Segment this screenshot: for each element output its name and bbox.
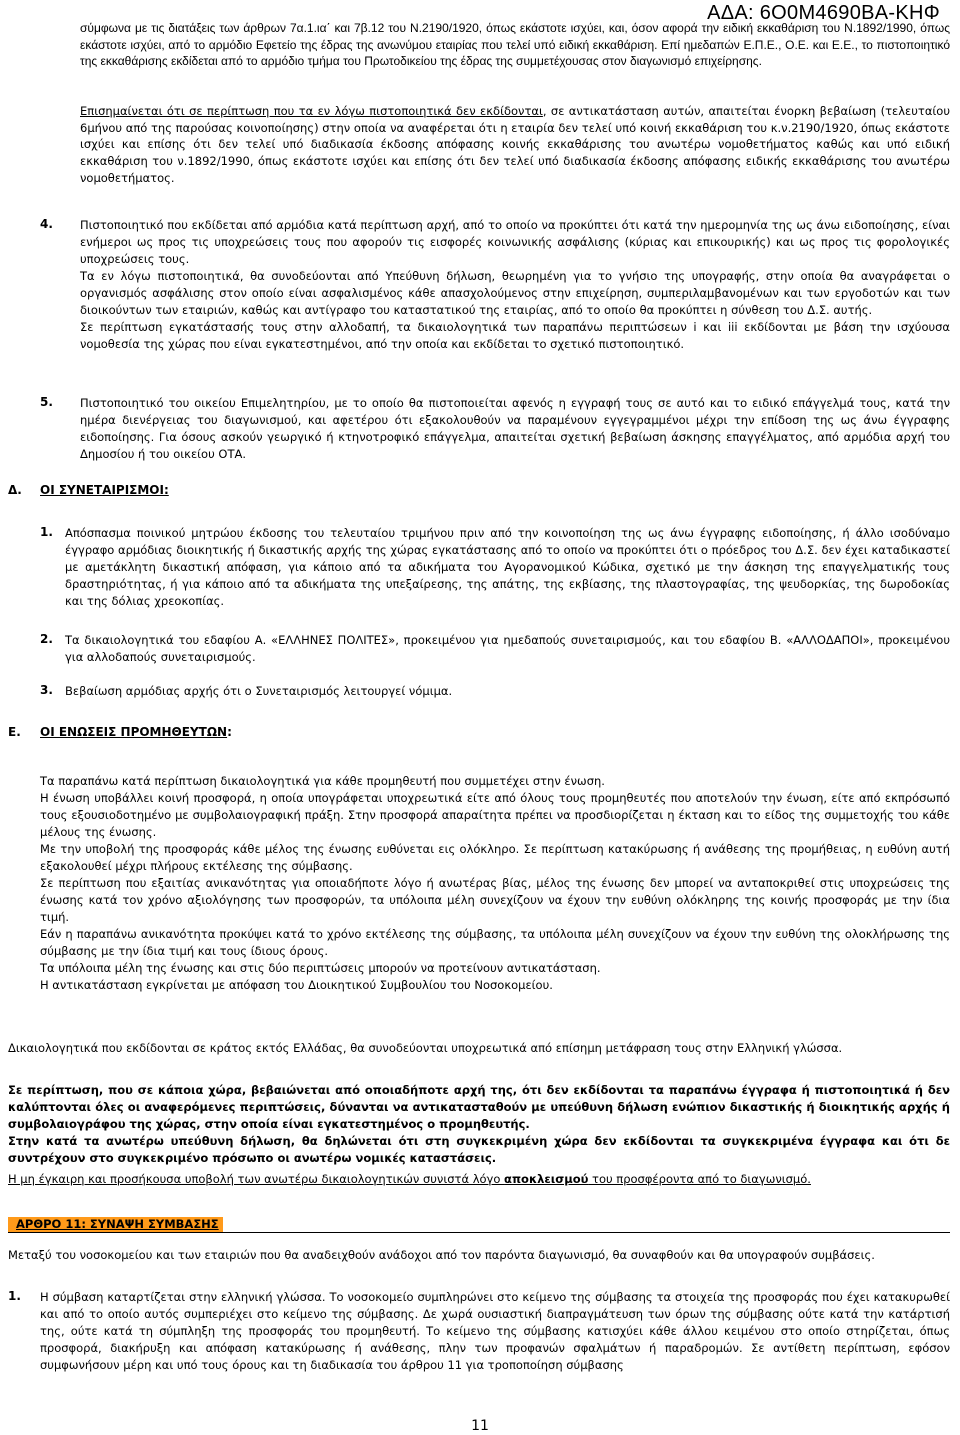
exclusion-bold: αποκλεισμού [504, 1172, 589, 1186]
item4-paragraph-1: Πιστοποιητικό που εκδίδεται από αρμόδια κατά περίπτωση αρχή, από το οποίο να προκύπτει ότι κατά την ημερομηνία της ως άνω ειδοποίησης, είναι ενήμεροι ως προς τις υποχρεώσεις τους που αφορούν τις εισφορές κοινωνικής ασφάλισης (κύριας και επικουρικής) και ως προς τις φορολογικές υποχρεώσεις τους. [80, 218, 950, 266]
article-item1-number: 1. [8, 1289, 21, 1303]
section-e-line: Η ένωση υποβάλλει κοινή προσφορά, η οποία υπογράφεται υποχρεωτικά είτε από όλους τους προμηθευτές που αποτελούν την ένωση, είτε από εκπρόσωπό τους εξουσιοδοτημένο με συμβολαιογραφική πράξη. Στην προσφορά απαραίτητα πρέπει να προσδιορίζεται η έκταση και το είδος της συμμετοχής του κάθε μέλους της ένωσης. [40, 791, 950, 839]
item4-number: 4. [40, 217, 53, 231]
page-number: 11 [471, 1418, 489, 1434]
item5-number: 5. [40, 395, 53, 409]
article-title: ΑΡΘΡΟ 11: ΣΥΝΑΨΗ ΣΥΜΒΑΣΗΣ [8, 1217, 223, 1232]
section-d-item3-block [65, 683, 950, 700]
section-e-title: ΟΙ ΕΝΩΣΕΙΣ ΠΡΟΜΗΘΕΥΤΩΝ [40, 725, 228, 739]
section-e-line: Τα παραπάνω κατά περίπτωση δικαιολογητικά για κάθε προμηθευτή που συμμετέχει στην ένωση. [40, 774, 605, 788]
item5-block [80, 395, 950, 463]
foreign-documents-note: Δικαιολογητικά που εκδίδονται σε κράτος εκτός Ελλάδας, θα συνοδεύονται υποχρεωτικά από επίσημη μετάφραση τους στην Ελληνική γλώσσα. [8, 1041, 843, 1055]
section-d-item3-number: 3. [40, 683, 53, 697]
bold-notice-2: Στην κατά τα ανωτέρω υπεύθυνη δήλωση, θα δηλώνεται ότι στη συγκεκριμένη χώρα δεν εκδίδονται τα συγκεκριμένα έγγραφα και ότι δε συντρέχουν στο συγκεκριμένο πρόσωπο οι ανωτέρω νομικές καταστάσεις. [8, 1134, 950, 1165]
intro-notice-underlined: Επισημαίνεται ότι σε περίπτωση που τα εν λόγω πιστοποιητικά δεν εκδίδονται [80, 104, 543, 118]
document-code: ΑΔΑ: 6Ο0Μ4690ΒΑ-ΚΗΦ [707, 2, 940, 24]
intro-notice-block [80, 103, 950, 187]
section-e-letter: Ε. [8, 725, 21, 739]
article-intro-block [8, 1247, 950, 1264]
section-d-letter: Δ. [8, 483, 22, 497]
section-e-title-suffix: : [227, 725, 232, 739]
bold-notice-block [8, 1082, 950, 1167]
foreign-documents-block [8, 1040, 950, 1057]
section-e-line: Η αντικατάσταση εγκρίνεται με απόφαση του Διοικητικού Συμβουλίου του Νοσοκομείου. [40, 978, 553, 992]
section-d-item3: Βεβαίωση αρμόδιας αρχής ότι ο Συνεταιρισμός λειτουργεί νόμιμα. [65, 684, 453, 698]
article-item1-block [40, 1289, 950, 1407]
section-e-heading [40, 725, 232, 739]
bold-notice-1: Σε περίπτωση, που σε κάποια χώρα, βεβαιώνεται από οποιαδήποτε αρχή της, ότι δεν εκδίδονται τα παραπάνω έγγραφα ή πιστοποιητικά ή δεν καλύπτονται όλες οι αναφερόμενες περιπτώσεις, δύνανται να αντικατασταθούν με υπεύθυνη δήλωση ενώπιον δικαστικής ή διοικητικής αρχής ή συμβολαιογράφου της χώρας, στην οποία είναι εγκατεστημένος ο προμηθευτής. [8, 1083, 950, 1131]
section-e-block [40, 773, 950, 994]
exclusion-pre: Η μη έγκαιρη και προσήκουσα υποβολή των ανωτέρω δικαιολογητικών συνιστά λόγο [8, 1172, 505, 1186]
item4-paragraph-2: Τα εν λόγω πιστοποιητικά, θα συνοδεύονται από Υπεύθυνη δήλωση, θεωρημένη για το γνήσιο της υπογραφής, στην οποία θα αναγράφεται ο οργανισμός ασφάλισης στον οποίο είναι ασφαλισμένος κάθε απασχολούμενος στην επιχείρηση, συμπεριλαμβανομένων και των εργοδοτών και των διοικούντων των εταιριών, καθώς και αντίγραφο του καταστατικού της εταιρίας, από το οποίο θα προκύπτει η σύνθεση του Δ.Σ. αυτής. [80, 269, 950, 317]
article-heading-bar [8, 1217, 950, 1233]
exclusion-note [8, 1171, 950, 1188]
intro-block [80, 20, 950, 70]
section-e-line: Σε περίπτωση που εξαιτίας ανικανότητας για οποιαδήποτε λόγο ή ανωτέρας βίας, μέλος της ένωσης δεν μπορεί να ανταποκριθεί στις υποχρεώσεις της ένωσης κατά τον χρόνο αξιολόγησης των προσφορών, τα υπόλοιπα μέλη συνεχίζουν να έχουν την ευθύνη ολόκληρης της κοινής προσφοράς με την ίδια τιμή. [40, 876, 950, 924]
section-d-item1-block [65, 525, 950, 610]
exclusion-post: του προσφέροντα από το διαγωνισμό. [588, 1172, 811, 1186]
section-d-item1: Απόσπασμα ποινικού μητρώου έκδοσης του τελευταίου τριμήνου πριν από την κοινοποίηση της ως άνω έγγραφης ειδοποίησης, ή άλλο ισοδύναμο έγγραφο αρμόδιας διοικητικής ή δικαστικής αρχής της χώρας εγκατάστασης από το οποίο να προκύπτει ότι ο πρόεδρος του Δ.Σ. δεν έχει καταδικαστεί με αμετάκλητη δικαστική απόφαση, για κάποιο από τα αδικήματα του Αγορανομικού Κώδικα, σχετικό με την άσκηση της επαγγελματικής τους δραστηριότητας, ή για κάποιο από τα αδικήματα της υπεξαίρεσης, της απάτης, της εκβίασης, της πλαστογραφίας, της ψευδορκίας, της δωροδοκίας και της δόλιας χρεοκοπίας. [65, 526, 950, 608]
section-d-item2-block [65, 632, 950, 666]
intro-notice [80, 103, 950, 187]
section-d-item2: Τα δικαιολογητικά του εδαφίου Α. «ΕΛΛΗΝΕΣ ΠΟΛΙΤΕΣ», προκειμένου για ημεδαπούς συνεταιρισμούς, και του εδαφίου Β. «ΑΛΛΟΔΑΠΟΙ», προκειμένου για αλλοδαπούς συνεταιρισμούς. [65, 633, 950, 664]
item4-paragraph-3: Σε περίπτωση εγκατάστασής τους στην αλλοδαπή, τα δικαιολογητικά των παραπάνω περιπτώσεων i και iii εκδίδονται με βάση την ισχύουσα νομοθεσία της χώρας που είναι εγκατεστημένοι, από την οποία και εκδίδεται το σχετικό πιστοποιητικό. [80, 320, 950, 351]
section-e-line: Τα υπόλοιπα μέλη της ένωσης και στις δύο περιπτώσεις μπορούν να προτείνουν αντικατάσταση. [40, 961, 601, 975]
section-e-line: Με την υποβολή της προσφοράς κάθε μέλος της ένωσης ευθύνεται εις ολόκληρο. Σε περίπτωση κατακύρωσης ή ανάθεσης της προμήθειας, η ευθύνη αυτή εξακολουθεί μέχρι πλήρους εκτέλεσης της σύμβασης. [40, 842, 950, 873]
article-intro: Μεταξύ του νοσοκομείου και των εταιριών που θα αναδειχθούν ανάδοχοι από τον παρόντα διαγωνισμό, θα συναφθούν και θα υπογραφούν συμβάσεις. [8, 1248, 875, 1262]
section-e-line: Εάν η παραπάνω ανικανότητα προκύψει κατά το χρόνο εκτέλεσης της σύμβασης, τα υπόλοιπα μέλη συνεχίζουν να έχουν την ευθύνη της ολοκλήρωσης της σύμβασης με την ίδια τιμή και τους ίδιους όρους. [40, 927, 950, 958]
intro-notice-rest: , σε αντικατάσταση αυτών, απαιτείται ένορκη βεβαίωση (τελευταίου 6μήνου από της παρούσας κοινοποίησης) στην οποία να αναφέρεται ότι η εταιρία δεν τελεί υπό κοινή εκκαθάριση του κ.ν.2190/1920, όπως εκάστοτε ισχύει και επίσης ότι δεν τελεί υπό διαδικασία έκδοσης απόφασης κοινής εκκαθάρισης του ανωτέρω νομοθετήματος καθώς και υπό ειδική εκκαθάριση του ν.1892/1990, όπως εκάστοτε ισχύει και επίσης ότι δεν τελεί υπό διαδικασία έκδοσης απόφασης ειδικής εκκαθάρισης του ανωτέρω νομοθετήματος. [80, 104, 950, 185]
item5-paragraph: Πιστοποιητικό του οικείου Επιμελητηρίου, με το οποίο θα πιστοποιείται αφενός η εγγραφή τους σε αυτό και το ειδικό επάγγελμά τους, κατά την ημέρα διενέργειας του διαγωνισμού, και αφετέρου ότι εξακολουθούν να παραμένουν εγγεγραμμένοι μέχρι την επίδοση της ως άνω έγγραφης ειδοποίησης. Για όσους ασκούν γεωργικό ή κτηνοτροφικό επάγγελμα, απαιτείται σχετική βεβαίωση άσκησης επαγγέλματος, από αρμόδια αρχή του Δημοσίου ή του οικείου ΟΤΑ. [80, 396, 950, 461]
section-d-item1-number: 1. [40, 525, 53, 539]
exclusion-block [8, 1171, 950, 1188]
item4-block [80, 217, 950, 353]
section-d-item2-number: 2. [40, 632, 53, 646]
section-d-title: ΟΙ ΣΥΝΕΤΑΙΡΙΣΜΟΙ: [40, 483, 169, 497]
intro-paragraph: σύμφωνα με τις διατάξεις των άρθρων 7α.1.ια΄ και 7β.12 του Ν.2190/1920, όπως εκάστοτε ισχύει, και, όσον αφορά την ειδική εκκαθάριση του Ν.1892/1990, όπως εκάστοτε ισχύει, από το αρμόδιο Εφετείο της έδρας της ανωνύμου εταιρίας που τελεί υπό ειδική εκκαθάριση. Επί ημεδαπών Ε.Π.Ε., Ο.Ε. και Ε.Ε., το πιστοποιητικό της εκκαθάρισης εκδίδεται από το αρμόδιο τμήμα του Πρωτοδικείου της έδρας της συμμετέχουσας στον διαγωνισμό επιχείρησης. [80, 21, 950, 69]
article-item1: Η σύμβαση καταρτίζεται στην ελληνική γλώσσα. Το νοσοκομείο συμπληρώνει στο κείμενο της σύμβασης τα στοιχεία της προσφοράς που έχει κατακυρωθεί και από το οποίο αυτός συμπεριέχει στο κείμενο της σύμβασης. Δε χωρά ουσιαστική διαπραγμάτευση των όρων της σύμβασης ούτε κατά την κατάρτισή της, ούτε κατά τη σύμπληξη της προσφοράς του προμηθευτή. Το κείμενο της σύμβασης κατισχύει κάθε άλλου κειμένου στο οποίο στηρίζεται, όπως προσφορά, διακήρυξη και απόφαση κατακύρωσης ή ανάθεσης, πλην των προφανών σφαλμάτων ή παραδρομών. Σε αντίθετη περίπτωση, εφόσον συμφωνήσουν μέρη και υπό τους όρους και τη διαδικασία του άρθρου 11 για τροποποίηση σύμβασης [40, 1290, 950, 1372]
